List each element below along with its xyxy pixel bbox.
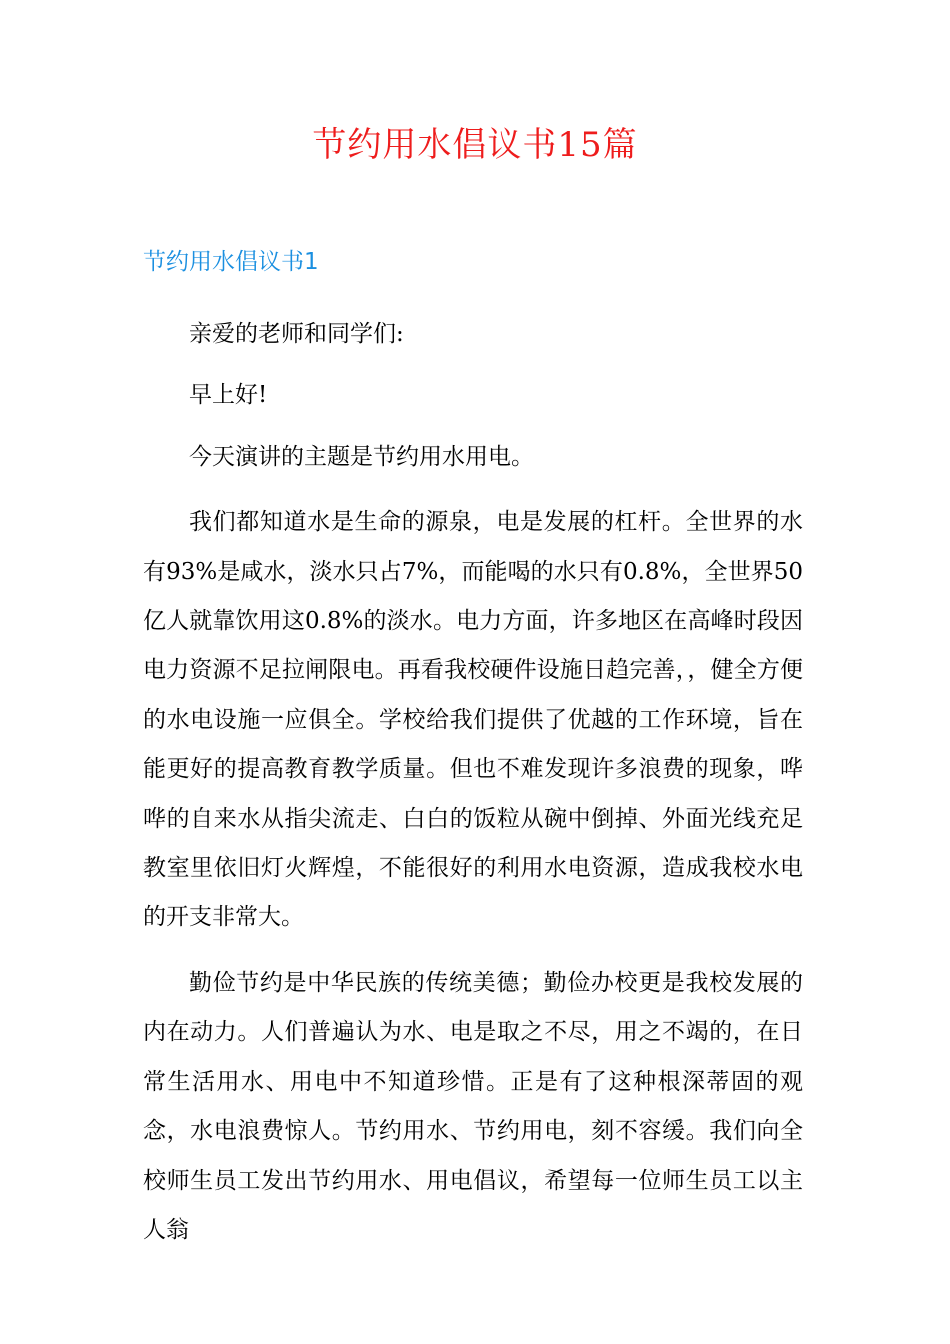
paragraph-topic: 今天演讲的主题是节约用水用电。 (189, 443, 534, 470)
paragraph-body: 勤俭节约是中华民族的传统美德；勤俭办校更是我校发展的内在动力。人们普遍认为水、电是取之不尽，用之不竭的，在日常生活用水、用电中不知道珍惜。正是有了这种根深蒂固的观念，水电浪费惊人。节约用水、节约用电，刻不容缓。我们向全校师生员工发出节约用水、用电倡议，希望每一位师生员工以主人翁 (143, 969, 803, 1243)
document-body (143, 310, 803, 1271)
paragraph-salutation: 亲爱的老师和同学们: (189, 321, 404, 347)
paragraph-greeting: 早上好! (189, 382, 268, 409)
document-title: 节约用水倡议书15篇 (312, 125, 638, 165)
paragraph-body: 我们都知道水是生命的源泉，电是发展的杠杆。全世界的水有93%是咸水，淡水只占7%，而能喝的水只有0.8%，全世界50亿人就靠饮用这0.8%的淡水。电力方面，许多地区在高峰时段因电力资源不足拉闸限电。再看我校硬件设施日趋完善，，健全方便的水电设施一应俱全。学校给我们提供了优越的工作环境，旨在能更好的提高教育教学质量。但也不难发现许多浪费的现象，哗哗的自来水从指尖流走、白白的饭粒从碗中倒掉、外面光线充足教室里依旧灯火辉煌，不能很好的利用水电资源，造成我校水电的开支非常大。 (143, 509, 803, 931)
section-heading: 节约用水倡议书1 (143, 249, 319, 275)
